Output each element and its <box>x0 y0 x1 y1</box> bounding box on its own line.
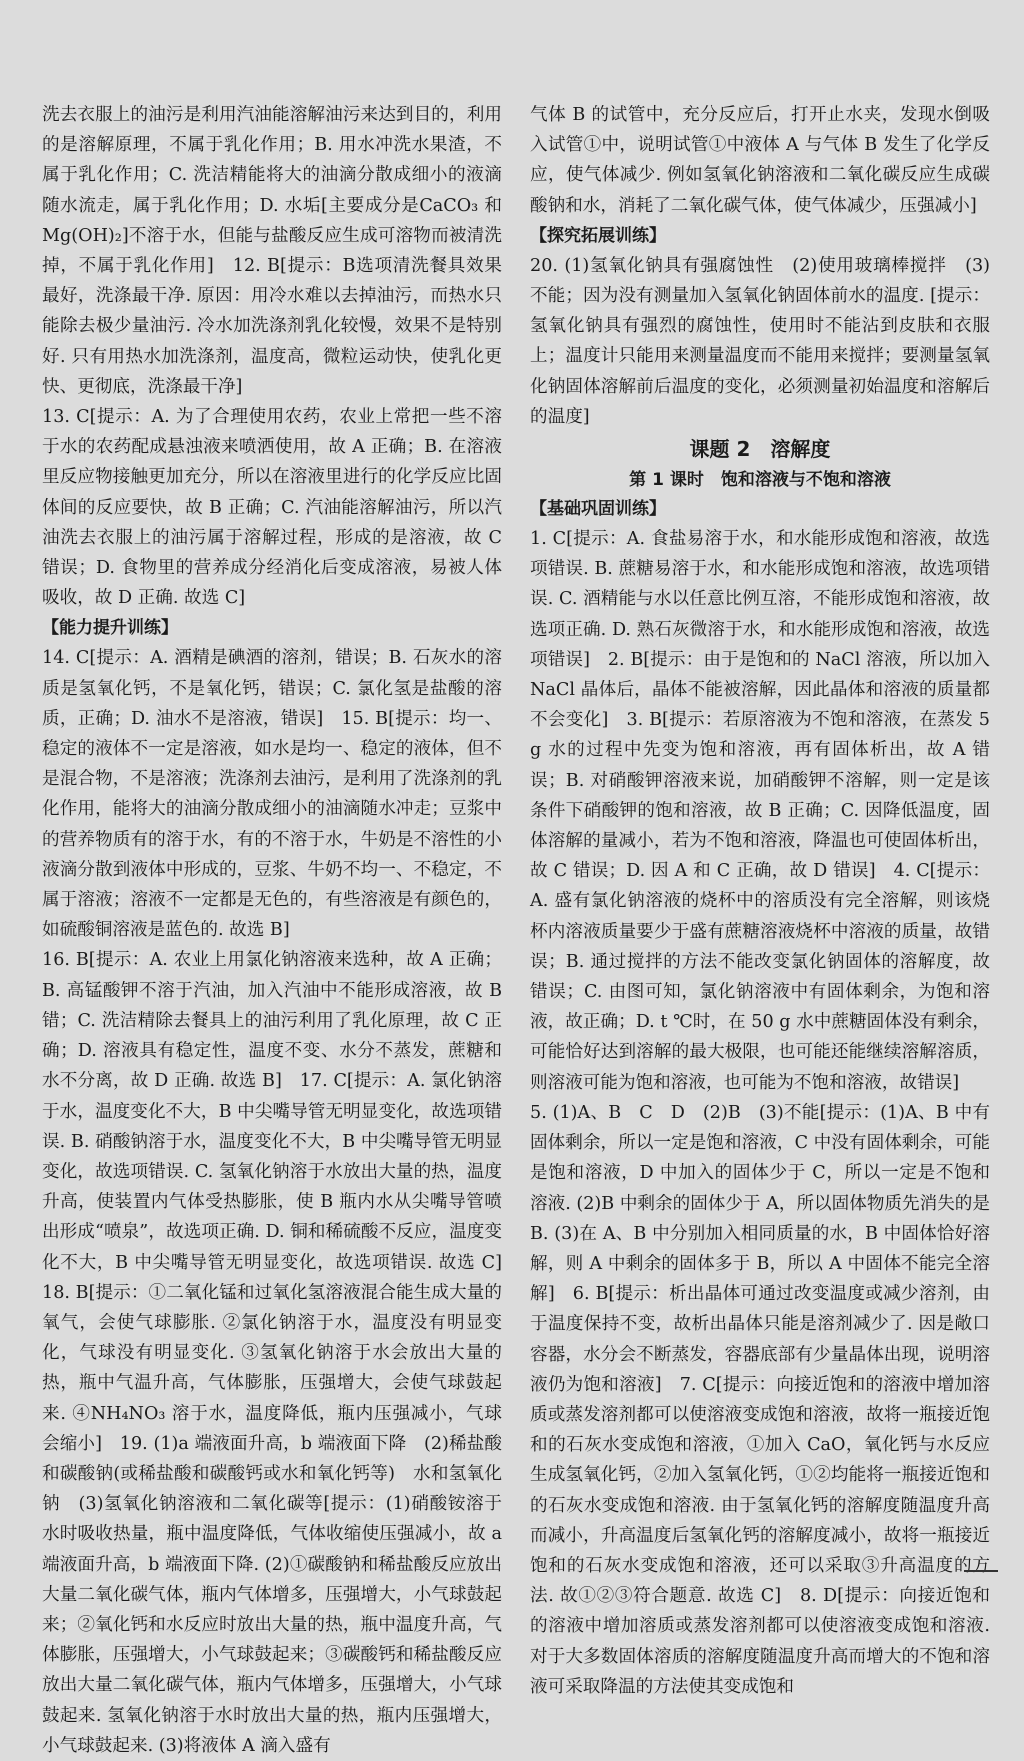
section-heading: 【能力提升训练】 <box>42 618 178 639</box>
answer-paragraph: 20. (1)氢氧化钠具有强腐蚀性 (2)使用玻璃棒搅拌 (3)不能；因为没有测量加入氢氧化钠固体前水的温度. [提示：氢氧化钠具有强烈的腐蚀性，使用时不能沾到皮肤和衣服上；温度计只能用来测量温度而不能用来搅拌；要测量氢氧化钠固体溶解前后温度的变化，必须测量初始温度和溶解后的温度] <box>530 255 990 427</box>
section-heading: 【基础巩固训练】 <box>530 499 666 520</box>
left-column <box>42 100 520 1761</box>
answer-paragraph: 1. C[提示：A. 食盐易溶于水，和水能形成饱和溶液，故选项错误. B. 蔗糖易溶于水，和水能形成饱和溶液，故选项错误. C. 酒精能与水以任意比例互溶，不能形成饱和溶液，故选项正确. D. 熟石灰微溶于水，和水能形成饱和溶液，故选项错误] 2. B[提示：由于是饱和的 NaCl 溶液，所以加入 NaCl 晶体后，晶体不能被溶解，因此晶体和溶液的质量都不会变化] 3. B[提示：若原溶液为不饱和溶液，在蒸发 5 g 水的过程中先变为饱和溶液，再有固体析出，故 A 错误；B. 对硝酸钾溶液来说，加硝酸钾不溶解，则一定是该条件下硝酸钾的饱和溶液，故 B 正确；C. 因降低温度，固体溶解的量减小，若为不饱和溶液，降温也可使固体析出，故 C 错误；D. 因 A 和 C 正确，故 D 错误] 4. C[提示：A. 盛有氯化钠溶液的烧杯中的溶质没有完全溶解，则该烧杯内溶液质量要少于盛有蔗糖溶液烧杯中溶液的质量，故错误；B. 通过搅拌的方法不能改变氯化钠固体的溶解度，故错误；C. 由图可知，氯化钠溶液中有固体剩余，为饱和溶液，故正确；D. t ℃时，在 50 g 水中蔗糖固体没有剩余，可能恰好达到溶解的最大极限，也可能还能继续溶解溶质，则溶液可能为饱和溶液，也可能为不饱和溶液，故错误] <box>530 529 990 1093</box>
right-column <box>530 100 990 1702</box>
answer-paragraph: 洗去衣服上的油污是利用汽油能溶解油污来达到目的，利用的是溶解原理，不属于乳化作用；B. 用水冲洗水果渣，不属于乳化作用；C. 洗洁精能将大的油滴分散成细小的液滴随水流走，属于乳化作用；D. 水垢[主要成分是CaCO₃ 和 Mg(OH)₂]不溶于水，但能与盐酸反应生成可溶物而被清洗掉，不属于乳化作用] 12. B[提示：B选项清洗餐具效果最好，洗涤最干净. 原因：用冷水难以去掉油污，而热水只能除去极少量油污. 冷水加洗涤剂乳化较慢，效果不是特别好. 只有用热水加洗涤剂，温度高，微粒运动快，使乳化更快、更彻底，洗涤最干净] <box>42 105 502 397</box>
page-corner-mark <box>964 1570 998 1572</box>
answer-paragraph: 14. C[提示：A. 酒精是碘酒的溶剂，错误；B. 石灰水的溶质是氢氧化钙，不是氧化钙，错误；C. 氯化氢是盐酸的溶质，正确；D. 油水不是溶液，错误] 15. B[提示：均一、稳定的液体不一定是溶液，如水是均一、稳定的液体，但不是混合物，不是溶液；洗涤剂去油污，是利用了洗涤剂的乳化作用，能将大的油滴分散成细小的油滴随水冲走；豆浆中的营养物质有的溶于水，有的不溶于水，牛奶是不溶性的小液滴分散到液体中形成的，豆浆、牛奶不均一、不稳定，不属于溶液；溶液不一定都是无色的，有些溶液是有颜色的，如硫酸铜溶液是蓝色的. 故选 B] <box>42 648 502 941</box>
lesson-subtitle: 第 1 课时 饱和溶液与不饱和溶液 <box>629 470 891 491</box>
answer-paragraph: 16. B[提示：A. 农业上用氯化钠溶液来选种，故 A 正确；B. 高锰酸钾不溶于汽油，加入汽油中不能形成溶液，故 B 错；C. 洗洁精除去餐具上的油污利用了乳化原理，故 C 正确；D. 溶液具有稳定性，温度不变、水分不蒸发，蔗糖和水不分离，故 D 正确. 故选 B] 17. C[提示：A. 氯化钠溶于水，温度变化不大，B 中尖嘴导管无明显变化，故选项错误. B. 硝酸钠溶于水，温度变化不大，B 中尖嘴导管无明显变化，故选项错误. C. 氢氧化钠溶于水放出大量的热，温度升高，使装置内气体受热膨胀，使 B 瓶内水从尖嘴导管喷出形成“喷泉”，故选项正确. D. 铜和稀硫酸不反应，温度变化不大，B 中尖嘴导管无明显变化，故选项错误. 故选 C] 18. B[提示：①二氧化锰和过氧化氢溶液混合能生成大量的氧气，会使气球膨胀. ②氯化钠溶于水，温度没有明显变化，气球没有明显变化. ③氢氧化钠溶于水会放出大量的热，瓶中气温升高，气体膨胀，压强增大，会使气球鼓起来. ④NH₄NO₃ 溶于水，温度降低，瓶内压强减小，气球会缩小] 19. (1)a 端液面升高，b 端液面下降 (2)稀盐酸和碳酸钠(或稀盐酸和碳酸钙或水和氧化钙等) 水和氢氧化钠 (3)氢氧化钠溶液和二氧化碳等[提示：(1)硝酸铵溶于水时吸收热量，瓶中温度降低，气体收缩使压强减小，故 a 端液面升高，b 端液面下降. (2)①碳酸钠和稀盐酸反应放出大量二氧化碳气体，瓶内气体增多，压强增大，小气球鼓起来；②氧化钙和水反应时放出大量的热，瓶中温度升高，气体膨胀，压强增大，小气球鼓起来；③碳酸钙和稀盐酸反应放出大量二氧化碳气体，瓶内气体增多，压强增大，小气球鼓起来. 氢氧化钠溶于水时放出大量的热，瓶内压强增大，小气球鼓起来. (3)将液体 A 滴入盛有 <box>42 950 520 1756</box>
section-heading: 【探究拓展训练】 <box>530 225 666 246</box>
answer-paragraph: 气体 B 的试管中，充分反应后，打开止水夹，发现水倒吸入试管①中，说明试管①中液体 A 与气体 B 发生了化学反应，使气体减少. 例如氢氧化钠溶液和二氧化碳反应生成碳酸钠和水，消耗了二氧化碳气体，使气体减少，压强减小] <box>530 105 990 216</box>
answer-paragraph: 13. C[提示：A. 为了合理使用农药，农业上常把一些不溶于水的农药配成悬浊液来喷洒使用，故 A 正确；B. 在溶液里反应物接触更加充分，所以在溶液里进行的化学反应比固体间的反应要快，故 B 正确；C. 汽油能溶解油污，所以汽油洗去衣服上的油污属于溶解过程，形成的是溶液，故 C 错误；D. 食物里的营养成分经消化后变成溶液，易被人体吸收，故 D 正确. 故选 C] <box>42 407 502 609</box>
answer-paragraph: 5. (1)A、B C D (2)B (3)不能[提示：(1)A、B 中有固体剩余，所以一定是饱和溶液，C 中没有固体剩余，可能是饱和溶液，D 中加入的固体少于 C，所以一定是不饱和溶液. (2)B 中剩余的固体少于 A，所以固体物质先消失的是 B. (3)在 A、B 中分别加入相同质量的水，B 中固体恰好溶解，则 A 中剩余的固体多于 B，所以 A 中固体不能完全溶解] 6. B[提示：析出晶体可通过改变温度或减少溶剂，由于温度保持不变，故析出晶体只能是溶剂减少了. 因是敞口容器，水分会不断蒸发，容器底部有少量晶体出现，说明溶液仍为饱和溶液] 7. C[提示：向接近饱和的溶液中增加溶质或蒸发溶剂都可以使溶液变成饱和溶液，故将一瓶接近饱和的石灰水变成饱和溶液，①加入 CaO，氧化钙与水反应生成氢氧化钙，②加入氢氧化钙，①②均能将一瓶接近饱和的石灰水变成饱和溶液. 由于氢氧化钙的溶解度随温度升高而减小，升高温度后氢氧化钙的溶解度减小，故将一瓶接近饱和的石灰水变成饱和溶液，还可以采取③升高温度的方法. 故①②③符合题意. 故选 C] 8. D[提示：向接近饱和的溶液中增加溶质或蒸发溶剂都可以使溶液变成饱和溶液. 对于大多数固体溶质的溶解度随温度升高而增大的不饱和溶液可采取降温的方法使其变成饱和 <box>530 1102 990 1697</box>
unit-title: 课题 2 溶解度 <box>689 437 831 462</box>
